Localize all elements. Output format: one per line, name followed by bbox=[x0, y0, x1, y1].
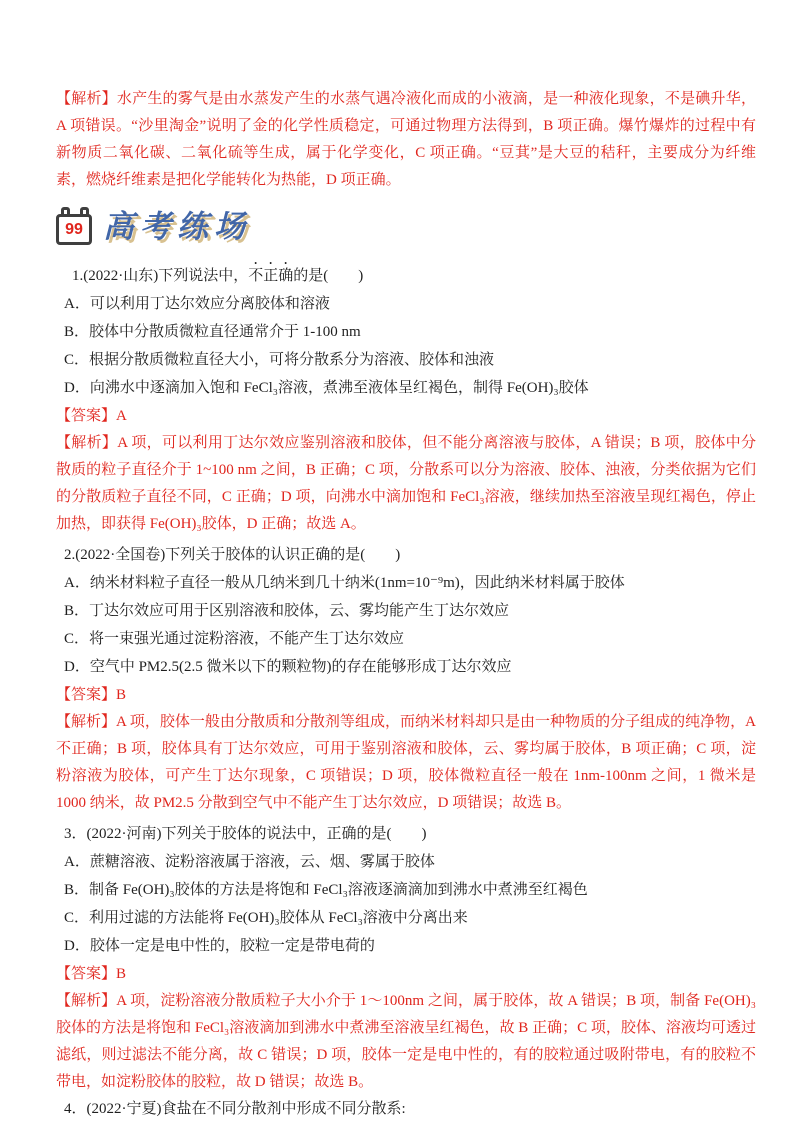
analysis-label: 【解析】 bbox=[56, 714, 117, 730]
question-1-option-b: B．胶体中分散质微粒直径通常介于 1-100 nm bbox=[64, 324, 361, 340]
question-1-stem bbox=[56, 259, 756, 290]
stem-text: 4．(2022·宁夏)食盐在不同分散剂中形成不同分散系: bbox=[64, 1101, 406, 1117]
question-1-answer bbox=[56, 402, 756, 430]
question-2-stem bbox=[56, 538, 756, 569]
analysis-label: 【解析】 bbox=[56, 91, 117, 107]
analysis-label: 【解析】 bbox=[56, 993, 117, 1009]
question-1-analysis bbox=[56, 430, 756, 538]
analysis-text: A 项，胶体一般由分散质和分散剂等组成，而纳米材料却只是由一种物质的分子组成的纯净物，A 不正确；B 项，胶体具有丁达尔效应，可用于鉴别溶液和胶体，云、雾均属于胶体，B 项正确；C 项，淀粉溶液为胶体，可产生丁达尔现象，C 项错误；D 项，胶体微粒直径一般在 1nm-100nm 之间，1 微米是 1000 纳米，故 PM2.5 分散到空气中不能产生丁达尔效应，D 项错误；故选 B。 bbox=[56, 714, 756, 811]
question-3-option-b: B．制备 Fe(OH)₃胶体的方法是将饱和 FeCl₃溶液逐滴滴加到沸水中煮沸至红褐色 bbox=[64, 882, 588, 898]
question-3-option-a: A．蔗糖溶液、淀粉溶液属于溶液，云、烟、雾属于胶体 bbox=[64, 854, 435, 870]
calendar-number: 99 bbox=[65, 220, 83, 238]
question-3-stem bbox=[56, 817, 756, 848]
stem-text: 1.(2022·山东)下列说法中， bbox=[72, 268, 249, 284]
answer-label: 【答案】 bbox=[56, 408, 117, 424]
question-2-option-a: A．纳米材料粒子直径一般从几纳米到几十纳米(1nm=10⁻⁹m)，因此纳米材料属于胶体 bbox=[64, 575, 625, 591]
intro-analysis-paragraph bbox=[56, 86, 756, 194]
answer-value: B bbox=[116, 687, 127, 703]
question-3-analysis bbox=[56, 988, 756, 1096]
stem-text: 2.(2022·全国卷)下列关于胶体的认识正确的是( ) bbox=[64, 547, 401, 563]
question-1-option-d: D．向沸水中逐滴加入饱和 FeCl₃溶液，煮沸至液体呈红褐色，制得 Fe(OH)₃胶体 bbox=[64, 380, 589, 396]
answer-label: 【答案】 bbox=[56, 687, 117, 703]
calendar-body bbox=[56, 214, 92, 245]
question-1-option-a: A．可以利用丁达尔效应分离胶体和溶液 bbox=[64, 296, 330, 312]
question-3-option-d: D．胶体一定是电中性的，胶粒一定是带电荷的 bbox=[64, 938, 375, 954]
analysis-text: A 项，可以利用丁达尔效应鉴别溶液和胶体，但不能分离溶液与胶体，A 错误；B 项，胶体中分散质的粒子直径介于 1~100 nm 之间，B 正确；C 项，分散系可以分为溶液、胶体、浊液，分类依据为它们的分散质粒子直径不同，C 正确；D 项，向沸水中滴加饱和 FeCl₃溶液，继续加热至溶液呈现红褐色，停止加热，即获得 Fe(OH)₃胶体，D 正确；故选 A。 bbox=[56, 435, 756, 532]
analysis-text: A 项，淀粉溶液分散质粒子大小介于 1～100nm 之间，属于胶体，故 A 错误；B 项，制备 Fe(OH)₃胶体的方法是将饱和 FeCl₃溶液滴加到沸水中煮沸至溶液呈红褐色，故 B 正确；C 项，胶体、溶液均可透过滤纸，则过滤法不能分离，故 C 错误；D 项，胶体一定是电中性的，有的胶粒通过吸附带电，有的胶粒不带电，如淀粉胶体的胶粒，故 D 错误；故选 B。 bbox=[56, 993, 756, 1090]
analysis-label: 【解析】 bbox=[56, 435, 118, 451]
question-2-answer bbox=[56, 681, 756, 709]
section-title: 高考练场 bbox=[103, 209, 251, 244]
section-header bbox=[56, 204, 756, 250]
question-2-option-c: C．将一束强光通过淀粉溶液，不能产生丁达尔效应 bbox=[64, 631, 405, 647]
question-4-stem bbox=[56, 1096, 756, 1123]
question-2-analysis bbox=[56, 709, 756, 817]
stem-text: 3．(2022·河南)下列关于胶体的说法中，正确的是( ) bbox=[64, 826, 427, 842]
calendar-99-icon bbox=[56, 207, 94, 247]
answer-label: 【答案】 bbox=[56, 966, 117, 982]
question-3 bbox=[56, 817, 756, 1096]
answer-value: B bbox=[116, 966, 127, 982]
question-4 bbox=[56, 1096, 756, 1123]
question-3-answer bbox=[56, 960, 756, 988]
question-1-option-c: C．根据分散质微粒直径大小，可将分散系分为溶液、胶体和浊液 bbox=[64, 352, 495, 368]
question-2-option-d: D．空气中 PM2.5(2.5 微米以下的颗粒物)的存在能够形成丁达尔效应 bbox=[64, 659, 512, 675]
answer-value: A bbox=[116, 408, 127, 424]
question-2 bbox=[56, 538, 756, 817]
stem-text: 的是( ) bbox=[293, 268, 364, 284]
question-2-option-b: B．丁达尔效应可用于区别溶液和胶体，云、雾均能产生丁达尔效应 bbox=[64, 603, 510, 619]
stem-emphasis: 不正确 bbox=[248, 268, 294, 284]
question-1 bbox=[56, 259, 756, 538]
analysis-text: 水产生的雾气是由水蒸发产生的水蒸气遇冷液化而成的小液滴，是一种液化现象，不是碘升华，A 项错误。“沙里淘金”说明了金的化学性质稳定，可通过物理方法得到，B 项正确。爆竹爆炸的过程中有新物质二氧化碳、二氧化硫等生成，属于化学变化，C 项正确。“豆萁”是大豆的秸秆，主要成分为纤维素，燃烧纤维素是把化学能转化为热能，D 项正确。 bbox=[56, 91, 756, 188]
question-3-option-c: C．利用过滤的方法能将 Fe(OH)₃胶体从 FeCl₃溶液中分离出来 bbox=[64, 910, 468, 926]
